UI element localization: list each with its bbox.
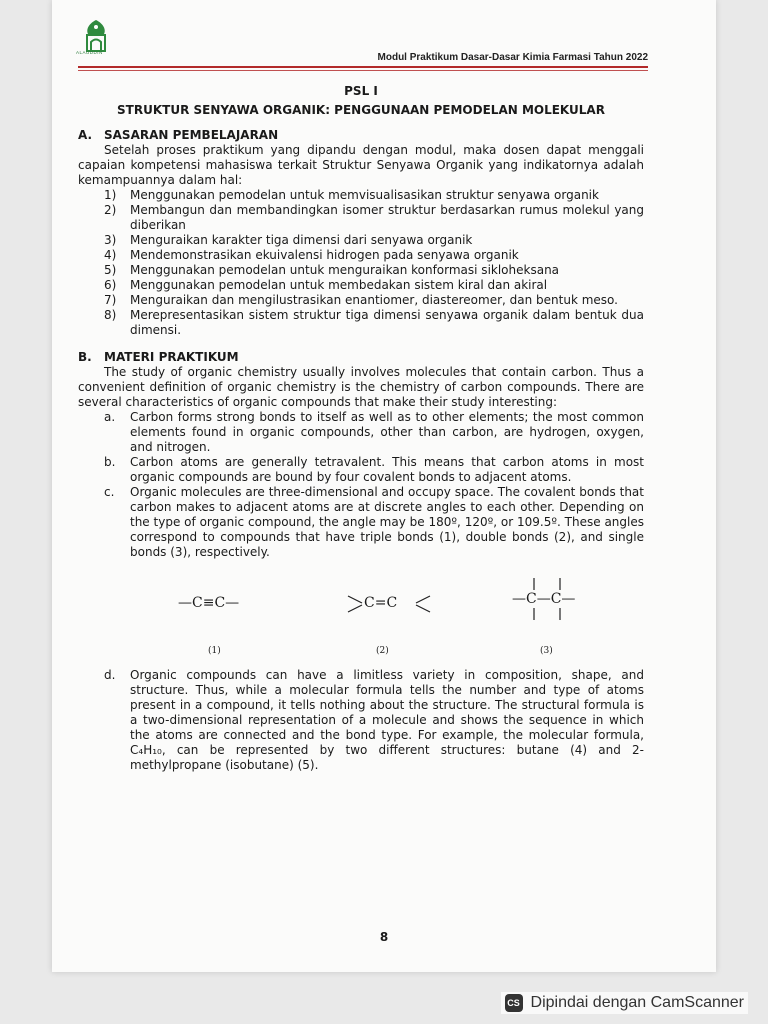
logo-text: ALAUDDIN	[76, 50, 103, 55]
section-a-heading	[78, 128, 644, 143]
characteristics-list	[78, 410, 644, 560]
list-item: 8) Merepresentasikan sistem struktur tiga dimensi senyawa organik dalam bentuk dua dimensi.	[104, 308, 644, 337]
section-a-intro: Setelah proses praktikum yang dipandu dengan modul, maka dosen dapat menggali capaian kompetensi mahasiswa terkait Struktur Senyawa Organik yang indikatornya adalah kemampuannya dalam hal:	[78, 143, 644, 187]
list-item: c. Organic molecules are three-dimensional and occupy space. The covalent bonds that carbon makes to adjacent atoms are at discrete angles to each other. Depending on the type of organic compound, the angle may be 180º, 120º, or 109.5º. These angles correspond to compounds that have triple bonds (1), double bonds (2), and single bonds (3), respectively.	[104, 485, 644, 559]
camscanner-text: Dipindai dengan CamScanner	[530, 994, 744, 1011]
header-title: Modul Praktikum Dasar-Dasar Kimia Farmasi Tahun 2022	[377, 52, 648, 63]
chapter-heading: PSL I	[344, 84, 378, 98]
page-number: 8	[379, 930, 389, 944]
header-rule-thin	[78, 70, 648, 71]
section-b-heading	[78, 350, 644, 365]
list-item: b. Carbon atoms are generally tetravalent. This means that carbon atoms in most organic compounds are bound by four covalent bonds to adjacent atoms.	[104, 455, 644, 484]
formula-label: (3)	[540, 646, 553, 656]
section-a-letter: A.	[78, 128, 93, 142]
formula-label: (2)	[376, 646, 389, 656]
double-bond-formula: C=C	[364, 595, 398, 611]
camscanner-watermark	[501, 992, 748, 1014]
single-bond-formula: —C—C—	[512, 591, 576, 607]
section-b-title: MATERI PRAKTIKUM	[104, 350, 239, 364]
header-rule-thick	[78, 66, 648, 68]
list-item: 4) Mendemonstrasikan ekuivalensi hidrogen pada senyawa organik	[104, 248, 519, 262]
camscanner-icon: CS	[505, 994, 523, 1012]
list-item: 2) Membangun dan membandingkan isomer struktur berdasarkan rumus molekul yang diberikan	[104, 203, 644, 232]
learning-objectives-list	[78, 188, 644, 338]
triple-bond-formula: —C≡C—	[178, 595, 240, 611]
single-bond-structure	[508, 576, 588, 626]
list-item: d. Organic compounds can have a limitless variety in composition, shape, and structure. Thus, while a molecular formula tells the number and type of atoms present in a compound, it tells nothing about the structure. The structural formula is a two-dimensional representation of a molecule and shows the sequence in which the atoms are connected and the bond type. For example, the molecular formula, C₄H₁₀, can be represented by two different structures: butane (4) and 2-methylpropane (isobutane) (5).	[104, 668, 644, 772]
characteristics-list-continued	[78, 668, 644, 773]
section-b-letter: B.	[78, 350, 92, 364]
list-item: 7) Menguraikan dan mengilustrasikan enantiomer, diastereomer, dan bentuk meso.	[104, 293, 618, 307]
bond-formulas-figure	[78, 574, 644, 660]
list-item: 3) Menguraikan karakter tiga dimensi dari senyawa organik	[104, 233, 473, 247]
document-body	[78, 84, 644, 773]
list-item: 5) Menggunakan pemodelan untuk menguraikan konformasi sikloheksana	[104, 263, 560, 277]
chapter-title: STRUKTUR SENYAWA ORGANIK: PENGGUNAAN PEMODELAN MOLEKULAR	[117, 103, 605, 117]
list-item: 6) Menggunakan pemodelan untuk membedakan sistem kiral dan akiral	[104, 278, 548, 292]
list-item: a. Carbon forms strong bonds to itself as well as to other elements; the most common elements found in organic compounds, other than carbon, are hydrogen, oxygen, and nitrogen.	[104, 410, 644, 454]
section-b-intro: The study of organic chemistry usually involves molecules that contain carbon. Thus a convenient definition of organic chemistry is the chemistry of carbon compounds. There are several characteristics of organic compounds that make their study interesting:	[78, 365, 644, 409]
list-item: 1) Menggunakan pemodelan untuk memvisualisasikan struktur senyawa organik	[104, 188, 599, 202]
section-a-title: SASARAN PEMBELAJARAN	[104, 128, 279, 142]
formula-label: (1)	[208, 646, 221, 656]
double-bond-structure	[346, 590, 436, 620]
